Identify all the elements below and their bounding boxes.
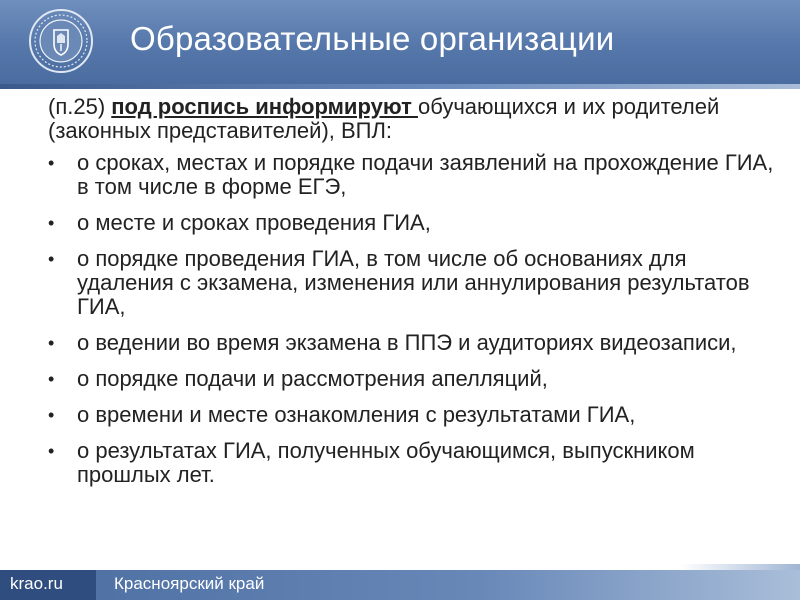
- footer-domain-block: [0, 570, 96, 600]
- intro-paragraph: [48, 95, 778, 143]
- slide-header: [0, 0, 800, 84]
- bullet-icon: •: [48, 153, 55, 173]
- info-list: [48, 151, 778, 487]
- bullet-icon: •: [48, 369, 55, 389]
- footer-accent: [680, 564, 800, 570]
- list-item: [48, 367, 778, 391]
- list-item-text: о порядке подачи и рассмотрения апелляций,: [77, 366, 548, 391]
- slide-footer: [0, 570, 800, 600]
- list-item: [48, 331, 778, 355]
- intro-suffix: обучающихся и их родителей (законных представителей), ВПЛ:: [48, 94, 720, 143]
- coat-of-arms-icon: [28, 8, 94, 74]
- list-item-text: о ведении во время экзамена в ППЭ и аудиториях видеозаписи,: [77, 330, 737, 355]
- list-item-text: о месте и сроках проведения ГИА,: [77, 210, 431, 235]
- list-item-text: о времени и месте ознакомления с результатами ГИА,: [77, 402, 636, 427]
- list-item: [48, 211, 778, 235]
- list-item-text: о порядке проведения ГИА, в том числе об основаниях для удаления с экзамена, изменения или аннулирования результатов ГИА,: [77, 246, 750, 319]
- intro-emphasis: под роспись информируют: [111, 94, 418, 119]
- bullet-icon: •: [48, 405, 55, 425]
- list-item-text: о результатах ГИА, полученных обучающимся, выпускником прошлых лет.: [77, 438, 695, 487]
- bullet-icon: •: [48, 249, 55, 269]
- footer-region: Красноярский край: [114, 574, 265, 593]
- bullet-icon: •: [48, 213, 55, 233]
- list-item-text: о сроках, местах и порядке подачи заявлений на прохождение ГИА, в том числе в форме ЕГЭ,: [77, 150, 774, 199]
- list-item: [48, 403, 778, 427]
- intro-prefix: (п.25): [48, 94, 112, 119]
- list-item: [48, 439, 778, 487]
- list-item: [48, 151, 778, 199]
- footer-domain-link[interactable]: krao.ru: [10, 574, 63, 593]
- bullet-icon: •: [48, 441, 55, 461]
- bullet-icon: •: [48, 333, 55, 353]
- list-item: [48, 247, 778, 319]
- slide-content: [48, 95, 778, 499]
- slide-title: Образовательные организации: [130, 20, 615, 57]
- header-divider: [0, 84, 800, 89]
